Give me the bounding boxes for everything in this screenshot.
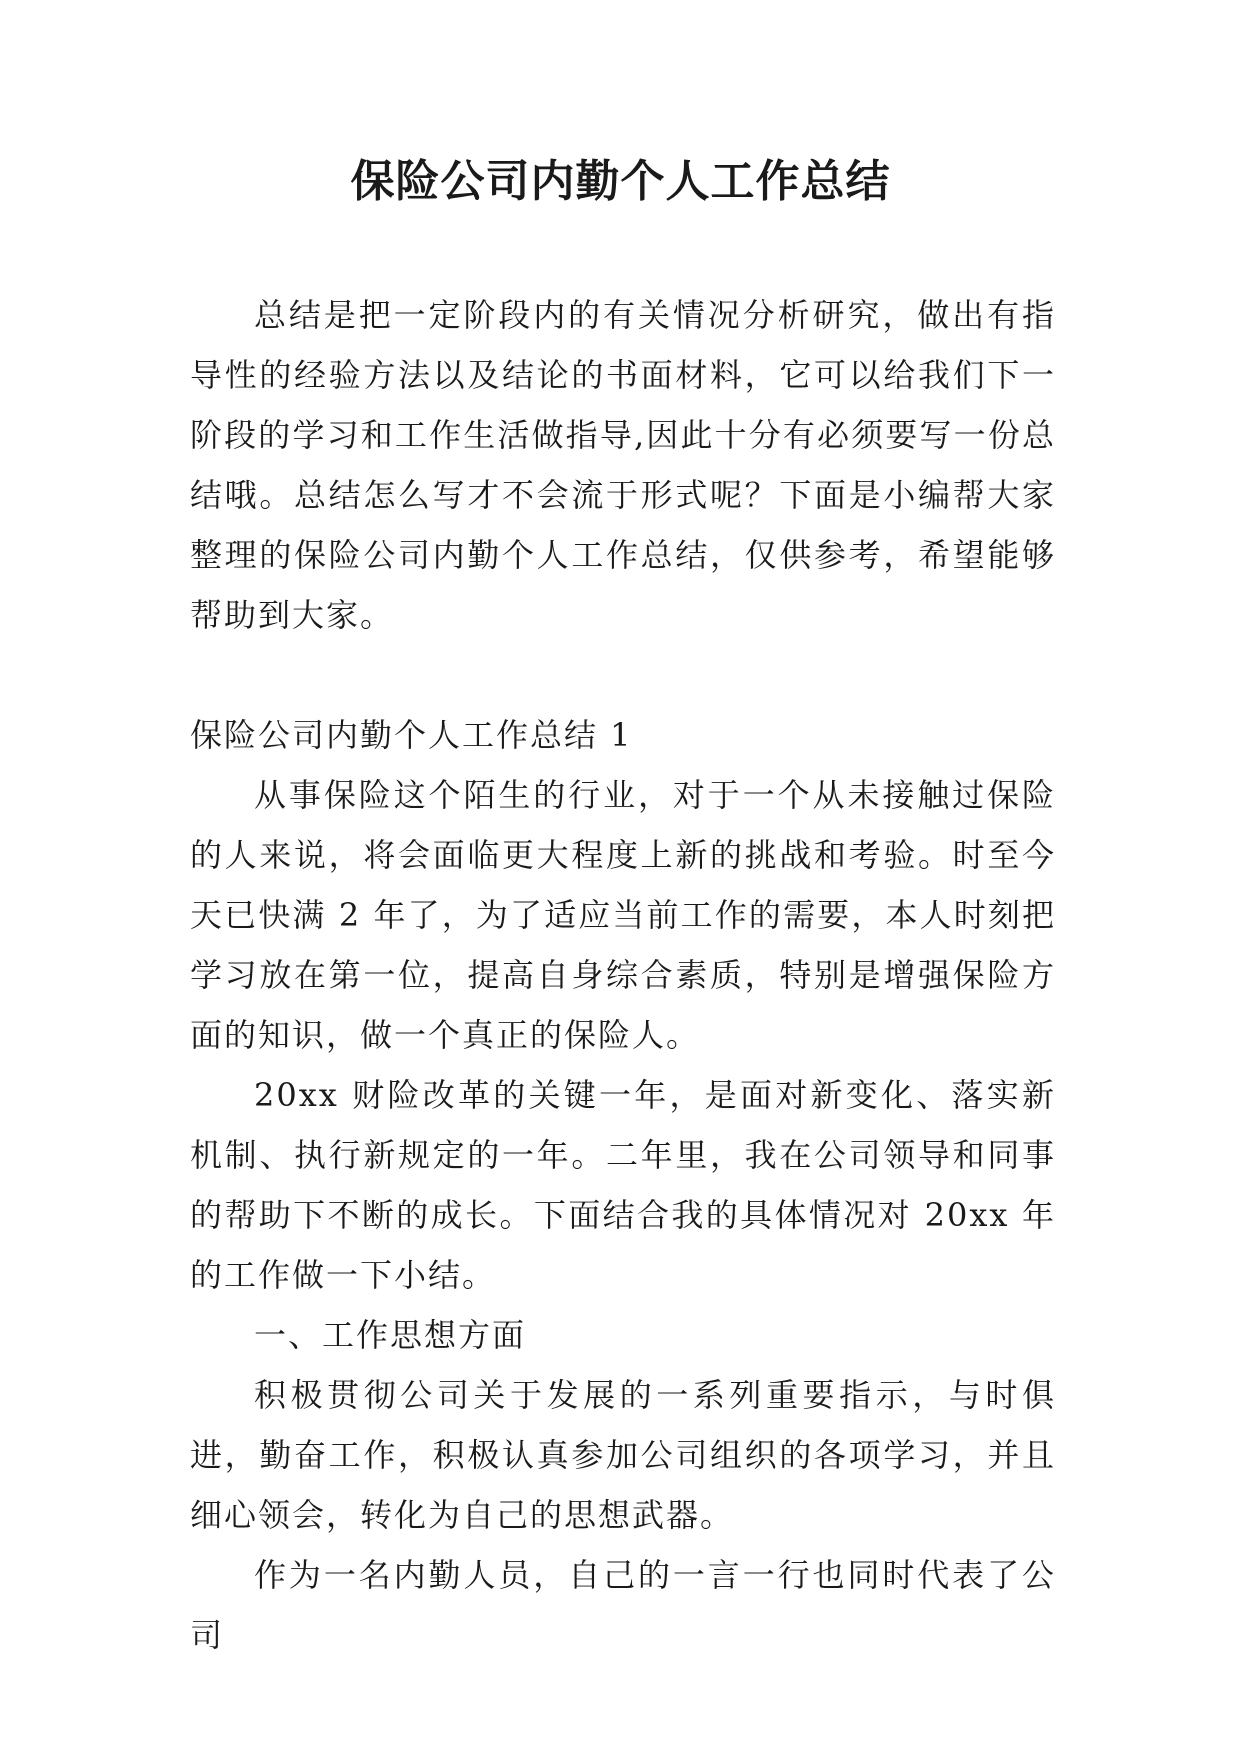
intro-paragraph: 总结是把一定阶段内的有关情况分析研究，做出有指导性的经验方法以及结论的书面材料，它可以给我们下一阶段的学习和工作生活做指导,因此十分有必须要写一份总结哦。总结怎么写才不会流于形式呢？下面是小编帮大家整理的保险公司内勤个人工作总结，仅供参考，希望能够帮助到大家。 (190, 296, 1056, 634)
paragraph-gap (190, 645, 1056, 705)
subsection-heading: 一、工作思想方面 (254, 1316, 527, 1354)
body-paragraph: 20xx 财险改革的关键一年，是面对新变化、落实新机制、执行新规定的一年。二年里，我在公司领导和同事的帮助下不断的成长。下面结合我的具体情况对 20xx 年的工作做一下小结。 (190, 1076, 1056, 1294)
body-paragraph: 作为一名内勤人员，自己的一言一行也同时代表了公司 (190, 1556, 1056, 1654)
body-paragraph: 积极贯彻公司关于发展的一系列重要指示，与时俱进，勤奋工作，积极认真参加公司组织的各项学习，并且细心领会，转化为自己的思想武器。 (190, 1376, 1056, 1534)
body-paragraph: 从事保险这个陌生的行业，对于一个从未接触过保险的人来说，将会面临更大程度上新的挑战和考验。时至今天已快满 2 年了，为了适应当前工作的需要，本人时刻把学习放在第一位，提高自身综合素质，特别是增强保险方面的知识，做一个真正的保险人。 (190, 776, 1056, 1054)
document-title: 保险公司内勤个人工作总结 (350, 156, 891, 207)
section-heading: 保险公司内勤个人工作总结 1 (190, 716, 633, 754)
document-body (190, 285, 1056, 1665)
